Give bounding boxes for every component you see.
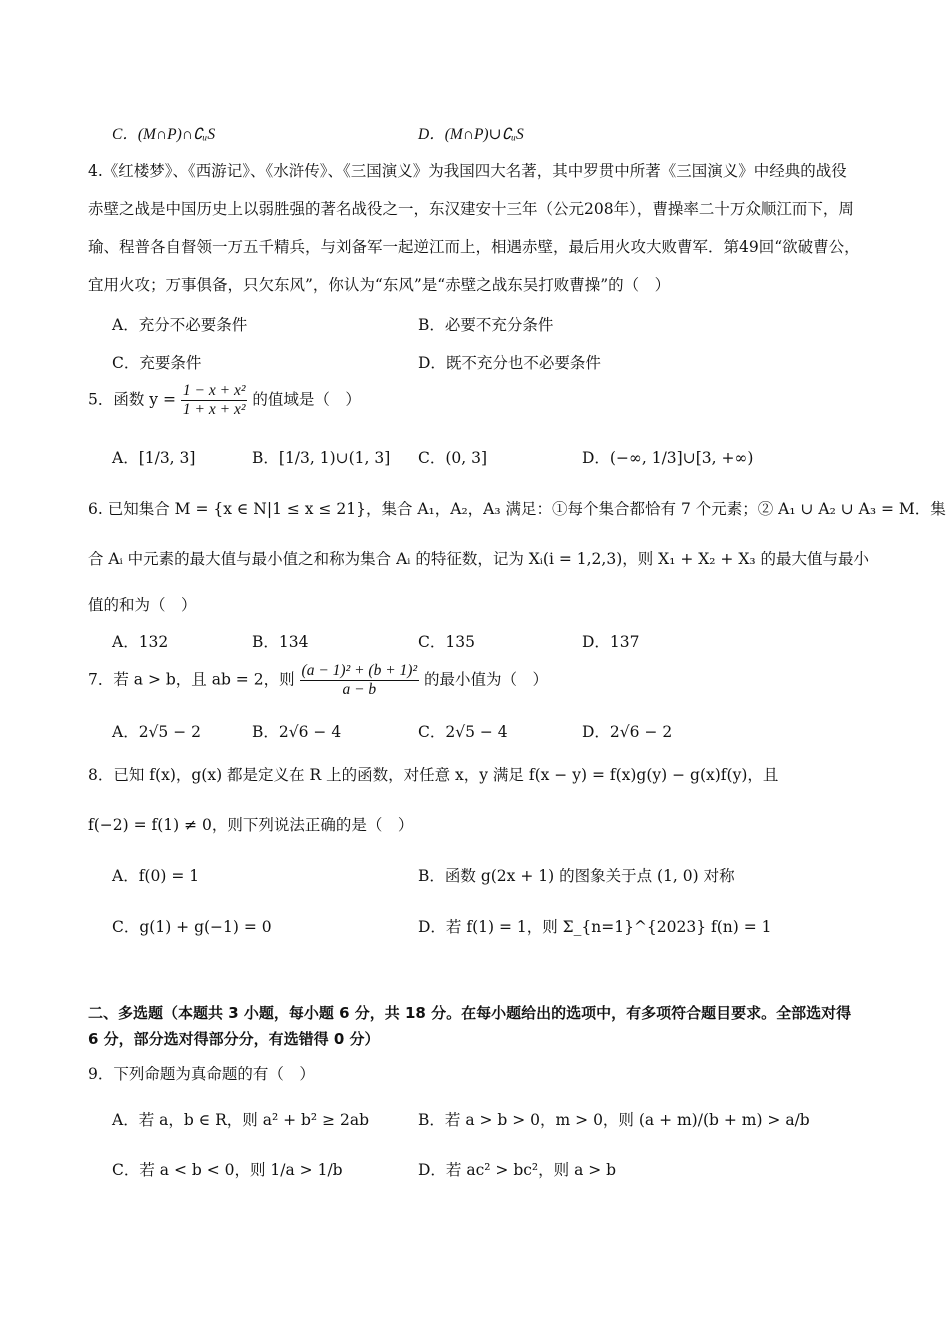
q8-option-c: C．g(1) + g(−1) = 0 — [112, 918, 272, 936]
q7-option-b: B．2√6 − 4 — [252, 723, 342, 741]
q6-line-2: 合 Aᵢ 中元素的最大值与最小值之和称为集合 Aᵢ 的特征数，记为 Xᵢ(i = 1,2,3)，则 X₁ + X₂ + X₃ 的最大值与最小 — [88, 550, 870, 568]
q5-fraction — [181, 382, 248, 419]
q6-line-1: 6. 已知集合 M = {x ∈ N|1 ≤ x ≤ 21}，集合 A₁，A₂，A₃ 满足：①每个集合都恰有 7 个元素；② A₁ ∪ A₂ ∪ A₃ = M．集 — [88, 500, 946, 518]
q5-prefix: 5．函数 y = — [88, 390, 176, 409]
section-2-header: 二、多选题（本题共 3 小题，每小题 6 分，共 18 分。在每小题给出的选项中，有多项符合题目要求。全部选对得 6 分，部分选对得部分分，有选错得 0 分） — [88, 1004, 852, 1048]
q5-option-a: A．[1/3, 3] — [112, 449, 196, 467]
q4-stem: 4.《红楼梦》、《西游记》、《水浒传》、《三国演义》为我国四大名著，其中罗贯中所著《三国演义》中经典的战役赤壁之战是中国历史上以弱胜强的著名战役之一，东汉建安十三年（公元208年），曹操率二十万众顺江而下，周瑜、程普各自督领一万五千精兵，与刘备军一起逆江而上，相遇赤壁，最后用火攻大败曹军．第49回“欲破曹公，宜用火攻；万事俱备，只欠东风”，你认为“东风”是“赤壁之战东吴打败曹操”的（ ） — [88, 162, 860, 294]
q6-option-c: C．135 — [418, 633, 475, 651]
q7-option-c: C．2√5 − 4 — [418, 723, 508, 741]
q7-option-a: A．2√5 − 2 — [112, 723, 201, 741]
q6-option-b: B．134 — [252, 633, 309, 651]
q9-option-c: C．若 a < b < 0，则 1/a > 1/b — [112, 1161, 343, 1179]
q8-option-a: A．f(0) = 1 — [112, 867, 200, 885]
q5-fraction-num: 1 − x + x² — [182, 382, 246, 399]
q4-option-d: D．既不充分也不必要条件 — [418, 354, 601, 372]
q5-option-c: C．(0, 3] — [418, 449, 488, 467]
q3-option-c: C．(M∩P)∩∁ᵤS — [112, 126, 216, 143]
q9-option-d: D．若 ac² > bc²，则 a > b — [418, 1161, 617, 1179]
q4-option-b: B．必要不充分条件 — [418, 316, 554, 334]
q7-fraction-den: a − b — [342, 681, 377, 698]
q6-line-3: 值的和为（ ） — [88, 596, 197, 614]
q7-stem — [88, 662, 548, 699]
q9-option-a: A．若 a，b ∈ R，则 a² + b² ≥ 2ab — [112, 1111, 370, 1129]
q5-option-d: D．(−∞, 1/3]∪[3, +∞) — [582, 449, 754, 467]
q8-option-d: D．若 f(1) = 1，则 Σ_{n=1}^{2023} f(n) = 1 — [418, 918, 772, 936]
q3-option-d: D．(M∩P)∪∁ᵤS — [418, 126, 524, 143]
q7-fraction — [300, 662, 420, 699]
q5-suffix: 的值域是（ ） — [252, 390, 361, 409]
q7-fraction-num: (a − 1)² + (b + 1)² — [301, 662, 418, 679]
q6-option-a: A．132 — [112, 633, 169, 651]
q8-line-1: 8．已知 f(x)，g(x) 都是定义在 R 上的函数，对任意 x，y 满足 f(x − y) = f(x)g(y) − g(x)f(y)，且 — [88, 766, 779, 784]
q7-prefix: 7．若 a > b，且 ab = 2，则 — [88, 670, 295, 689]
q4-option-a: A．充分不必要条件 — [112, 316, 248, 334]
q5-fraction-den: 1 + x + x² — [182, 401, 246, 418]
q7-option-d: D．2√6 − 2 — [582, 723, 673, 741]
q6-option-d: D．137 — [582, 633, 640, 651]
q9-option-b: B．若 a > b > 0，m > 0，则 (a + m)/(b + m) > a/b — [418, 1111, 810, 1129]
q7-suffix: 的最小值为（ ） — [424, 670, 549, 689]
q9-stem: 9．下列命题为真命题的有（ ） — [88, 1065, 315, 1083]
q8-option-b: B．函数 g(2x + 1) 的图象关于点 (1, 0) 对称 — [418, 867, 735, 885]
q5-stem — [88, 382, 361, 419]
q5-option-b: B．[1/3, 1)∪(1, 3] — [252, 449, 391, 467]
q8-line-2: f(−2) = f(1) ≠ 0，则下列说法正确的是（ ） — [88, 816, 414, 834]
q4-option-c: C．充要条件 — [112, 354, 202, 372]
